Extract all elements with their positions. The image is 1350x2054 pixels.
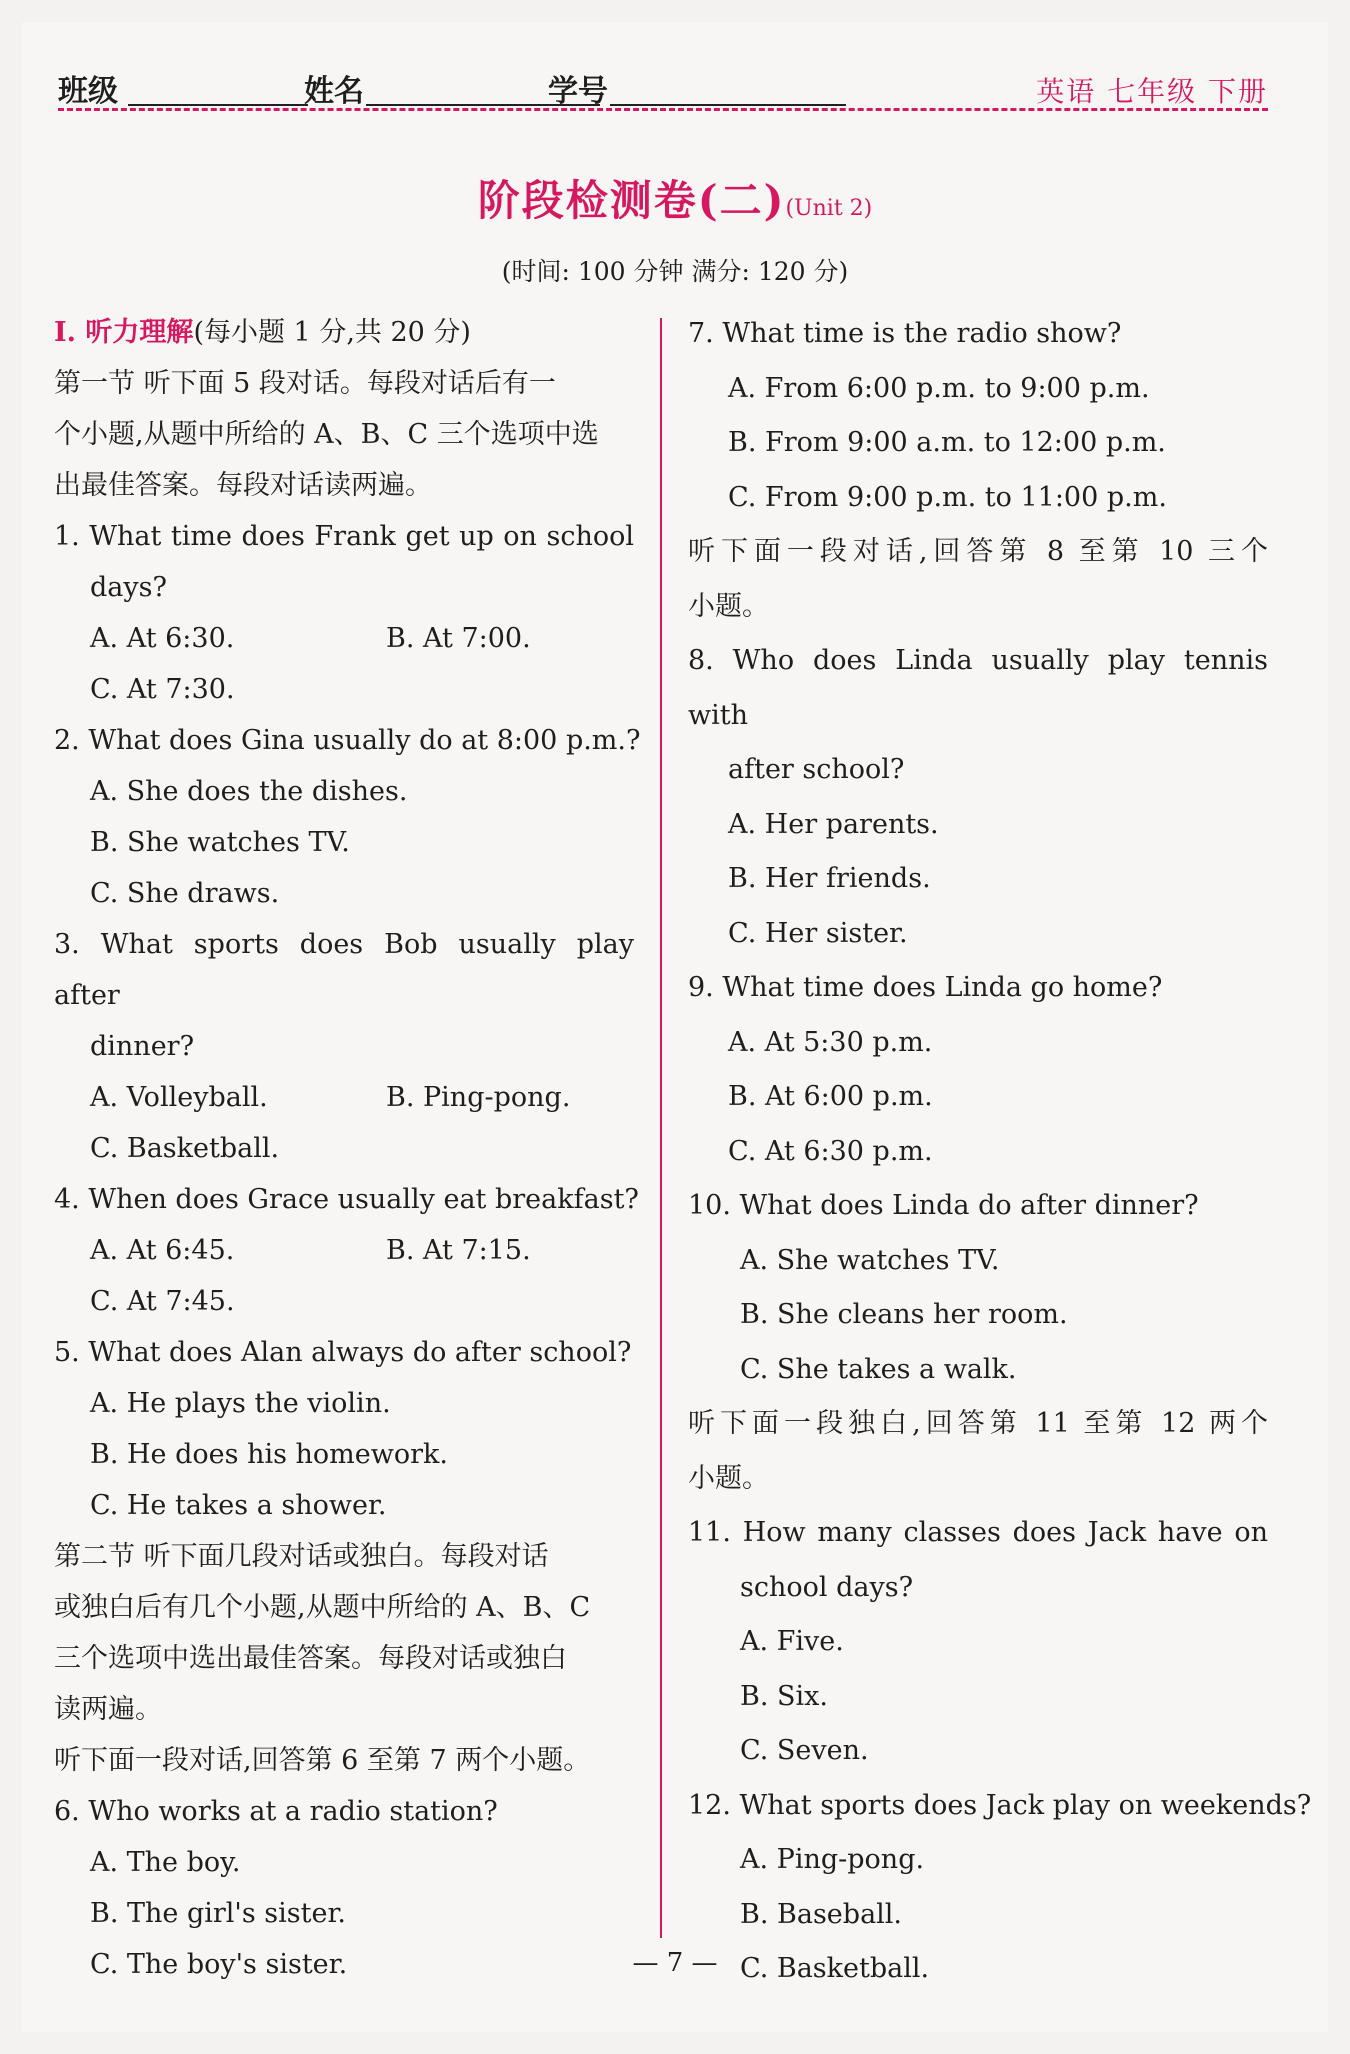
part2-instruction: 读两遍。: [54, 1694, 162, 1725]
book-title: 英语 七年级 下册: [1036, 75, 1268, 108]
section-title: Ⅰ. 听力理解: [54, 317, 194, 348]
class-blank: [128, 104, 308, 106]
question-stem: dinner?: [90, 1031, 195, 1062]
part2-instruction: 三个选项中选出最佳答案。每段对话或独白: [54, 1643, 567, 1674]
time-info: (时间: 100 分钟 满分: 120 分): [501, 257, 849, 286]
dialogue-intro: 听下面一段对话,回答第 8 至第 10 三个: [688, 536, 1268, 567]
question-stem: 12. What sports does Jack play on weekends?: [688, 1789, 1312, 1821]
part1-instruction: 出最佳答案。每段对话读两遍。: [54, 470, 432, 501]
option-c: C. She draws.: [90, 878, 280, 909]
section-note: (每小题 1 分,共 20 分): [193, 317, 471, 348]
left-column: [54, 307, 641, 1990]
header-divider: [58, 108, 1268, 111]
option-a: A. At 6:45.: [90, 1235, 235, 1266]
option-a: A. She watches TV.: [740, 1244, 1000, 1276]
title-unit: (Unit 2): [785, 196, 873, 221]
option-b: B. Ping-pong.: [386, 1082, 571, 1113]
question-stem: 5. What does Alan always do after school?: [54, 1337, 632, 1368]
option-b: B. At 7:15.: [386, 1235, 531, 1266]
dialogue-intro: 小题。: [688, 590, 769, 622]
option-c: C. She takes a walk.: [740, 1353, 1017, 1385]
option-c: C. At 7:45.: [90, 1286, 235, 1317]
question-stem: 11. How many classes does Jack have on: [688, 1517, 1268, 1548]
option-c: C. The boy's sister.: [90, 1949, 348, 1980]
question-stem: 6. Who works at a radio station?: [54, 1796, 498, 1827]
name-label: 姓名: [304, 74, 364, 109]
part2-instruction: 第二节 听下面几段对话或独白。每段对话: [54, 1541, 549, 1572]
option-b: B. At 7:00.: [386, 623, 531, 654]
option-a: A. At 6:30.: [90, 623, 235, 654]
option-a: A. The boy.: [90, 1847, 241, 1878]
option-b: B. Baseball.: [740, 1898, 903, 1930]
option-b: B. Her friends.: [728, 863, 931, 894]
question-stem: 2. What does Gina usually do at 8:00 p.m.?: [54, 725, 641, 756]
option-a: A. Volleyball.: [90, 1082, 268, 1113]
part1-instruction: 第一节 听下面 5 段对话。每段对话后有一: [54, 368, 556, 399]
student-id-blank: [610, 104, 846, 106]
question-stem: days?: [90, 572, 167, 603]
option-c: C. At 7:30.: [90, 674, 235, 705]
option-a: A. Ping-pong.: [740, 1844, 925, 1875]
right-column: [688, 307, 1312, 1997]
question-stem: 1. What time does Frank get up on school: [54, 521, 634, 552]
option-row: [54, 1225, 634, 1276]
option-b: B. The girl's sister.: [90, 1898, 346, 1929]
section-heading: [54, 307, 634, 358]
page-title: [0, 168, 1350, 228]
column-divider: [660, 318, 662, 1938]
option-c: C. Basketball.: [740, 1953, 930, 1984]
option-b: B. She cleans her room.: [740, 1299, 1068, 1330]
part1-instruction: 个小题,从题中所给的 A、B、C 三个选项中选: [54, 419, 599, 450]
page-number: — 7 —: [632, 1948, 718, 1978]
option-b: B. At 6:00 p.m.: [728, 1081, 933, 1112]
monologue-intro: 听下面一段独白,回答第 11 至第 12 两个: [688, 1408, 1268, 1439]
class-label: 班级: [58, 74, 118, 109]
option-a: A. From 6:00 p.m. to 9:00 p.m.: [728, 372, 1150, 404]
question-stem: after school?: [728, 754, 905, 785]
option-b: B. She watches TV.: [90, 827, 350, 858]
option-a: A. She does the dishes.: [90, 776, 408, 807]
question-stem: 10. What does Linda do after dinner?: [688, 1190, 1199, 1221]
option-c: C. At 6:30 p.m.: [728, 1135, 933, 1167]
option-c: C. Seven.: [740, 1735, 869, 1766]
option-a: A. At 5:30 p.m.: [728, 1026, 933, 1058]
option-row: [54, 1072, 634, 1123]
option-b: B. He does his homework.: [90, 1439, 448, 1470]
monologue-intro: 小题。: [688, 1462, 769, 1494]
question-stem: 8. Who does Linda usually play tennis with: [688, 645, 1268, 731]
question-stem: 3. What sports does Bob usually play after: [54, 929, 634, 1011]
student-id-label: 学号: [548, 74, 608, 109]
option-c: C. From 9:00 p.m. to 11:00 p.m.: [728, 481, 1167, 513]
option-c: C. He takes a shower.: [90, 1490, 387, 1521]
option-c: C. Her sister.: [728, 917, 908, 949]
question-stem: 9. What time does Linda go home?: [688, 972, 1163, 1003]
option-b: B. Six.: [740, 1680, 828, 1712]
question-stem: 4. When does Grace usually eat breakfast?: [54, 1184, 639, 1215]
option-a: A. Her parents.: [728, 808, 939, 840]
question-stem: school days?: [740, 1571, 914, 1603]
student-info-header: [58, 66, 1268, 110]
option-a: A. He plays the violin.: [90, 1388, 391, 1419]
question-stem: 7. What time is the radio show?: [688, 318, 1122, 349]
option-b: B. From 9:00 a.m. to 12:00 p.m.: [728, 427, 1166, 458]
part2-instruction: 或独白后有几个小题,从题中所给的 A、B、C: [54, 1592, 591, 1623]
title-main: 阶段检测卷(二): [477, 176, 786, 225]
option-c: C. Basketball.: [90, 1133, 280, 1164]
option-a: A. Five.: [740, 1626, 844, 1657]
dialogue-intro: 听下面一段对话,回答第 6 至第 7 两个小题。: [54, 1745, 591, 1776]
option-row: [54, 613, 634, 664]
